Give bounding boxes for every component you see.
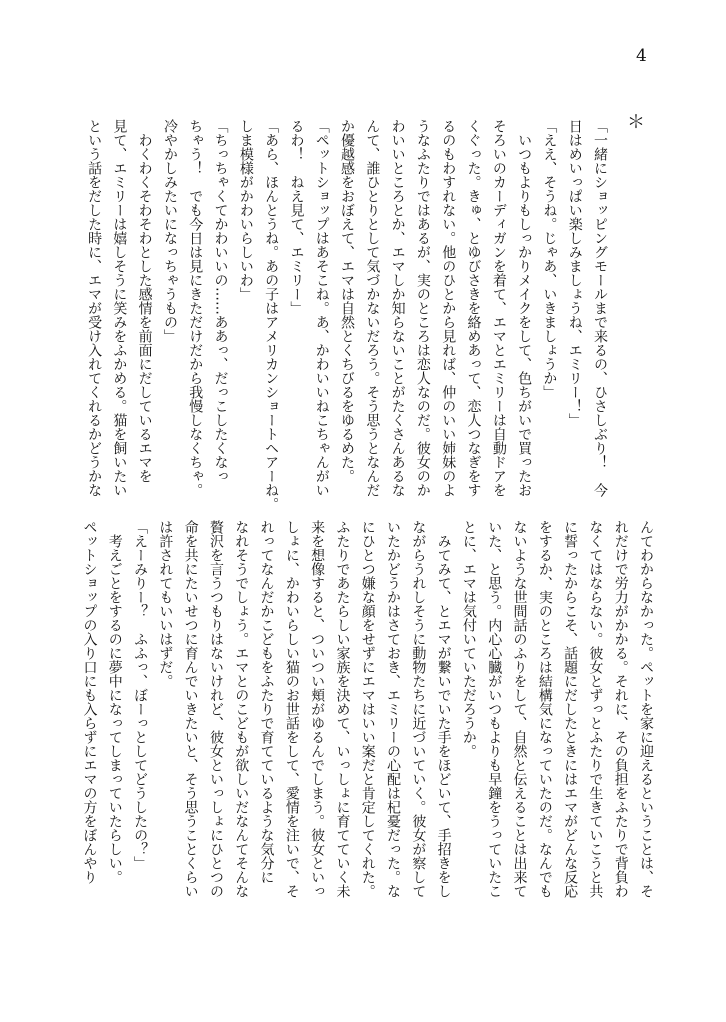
text-column: 考えごとをするのに夢中になってしまっていたらしい。 [106, 520, 123, 884]
text-column: 「ちっちゃくてかわいいの……ああっ、だっこしたくなっ [212, 119, 229, 483]
text-column: 見て、エミリーは嬉しそうに笑みをふかめる。猫を飼いたい [111, 119, 128, 497]
lower-text-block [76, 520, 658, 930]
text-column: んて、誰ひとりとして気づかないだろう。そう思うとなんだ [364, 119, 381, 497]
section-break-asterisk: ＊ [627, 112, 645, 133]
text-column: そろいのカーディガンを着て、エマとエミリーは自動ドアを [490, 119, 507, 497]
upper-text-block [81, 119, 612, 509]
text-column: 「えーみりー？ ふふっ、ぼーっとしてどうしたの？」 [132, 520, 149, 870]
text-column: いた、と思う。内心心臓がいつもよりも早鐘をうっていたこ [486, 520, 503, 898]
text-column: ちゃう！ でも今日は見にきただけだから我慢しなくちゃ。 [187, 119, 204, 497]
text-column: みてみて、とエマが繋いでいた手をほどいて、手招きをし [435, 520, 452, 898]
text-column: ながらうれしそうに動物たちに近づいていく。彼女が察して [410, 520, 427, 898]
text-column: ないような世間話のふりをして、自然と伝えることは出来て [511, 520, 528, 898]
text-column: とに、エマは気付いていただろうか。 [460, 520, 477, 758]
text-column: いたかどうかはさておき、エミリーの心配は杞憂だった。な [385, 520, 402, 898]
text-column: 「一緒にショッピングモールまで来るの、ひさしぶり！ 今 [592, 119, 608, 497]
text-column: 「あら、ほんとうね。あの子はアメリカンショートヘアーね。 [263, 119, 280, 511]
text-column: 「ペットショップはあそこね。あ、かわいいねこちゃんがい [313, 119, 330, 497]
text-column: ふたりであたらしい家族を決めて、いっしょに育てていく未 [334, 520, 351, 898]
text-column: か優越感をおぼえて、エマは自然とくちびるをゆるめた。 [339, 119, 356, 483]
text-column: るわ！ ねえ見て、エミリー」 [288, 119, 305, 315]
page-number: 4 [636, 46, 647, 66]
text-column: にひとつ嫌な顔をせずにエマはいい案だと肯定してくれた。 [359, 520, 376, 898]
text-column: なれそうでしょう。エマとのこどもが欲しいだなんてそんな [233, 520, 250, 898]
text-column: うなふたりではあるが、実のところは恋人なのだ。彼女のか [414, 119, 431, 497]
text-column: 命を共にたいせつに育んでいきたいと、そう思うことくらい [182, 520, 199, 898]
text-column: んてわからなかった。ペットを家に迎えるということは、そ [638, 520, 654, 898]
text-column: れってなんだかこどもをふたりで育てているような気分に [258, 520, 275, 884]
text-column: 日はめいっぱい楽しみましょうね、エミリー！」 [566, 119, 583, 427]
text-column: という話をだした時に、エマが受け入れてくれるかどうかな [86, 119, 103, 497]
text-column: は許されてもいいはずだ。 [157, 520, 174, 688]
text-column: るのもわすれない。他のひとから見れば、仲のいい姉妹のよ [440, 119, 457, 497]
text-column: に誓ったからこそ、話題にだしたときにはエマがどんな反応 [562, 520, 579, 898]
text-column: くぐった。きゅ、とゆびさきを絡めあって、恋人つなぎをす [465, 119, 482, 497]
text-column: いつもよりもしっかりメイクをして、色ちがいで買ったお [516, 119, 533, 497]
text-column: ペットショップの入り口にも入らずにエマの方をぼんやり [81, 520, 98, 884]
text-column: しょに、かわいらしい猫のお世話をして、愛情を注いで、そ [283, 520, 300, 898]
text-column: わくわくそわそわとした感情を前面にだしているエマを [136, 119, 153, 483]
text-column: わいいところとか、エマしか知らないことがたくさんあるな [389, 119, 406, 497]
text-column: をするか、実のところは結構気になっていたのだ。なんでも [536, 520, 553, 898]
text-column: 冷やかしみたいになっちゃうもの」 [161, 119, 178, 343]
text-column: 贅沢を言うつもりはないけれど、彼女といっしょにひとつの [207, 520, 224, 898]
text-column: しま模様がかわいらしいわ」 [237, 119, 254, 301]
text-column: 来を想像すると、ついつい頬がゆるんでしまう。彼女といっ [309, 520, 326, 898]
text-column: れだけで労力がかかる。それに、その負担をふたりで背負わ [612, 520, 629, 898]
text-column: 「ええ、そうね。じゃあ、いきましょうか」 [541, 119, 558, 399]
text-column: なくてはならない。彼女とずっとふたりで生きていこうと共 [587, 520, 604, 898]
